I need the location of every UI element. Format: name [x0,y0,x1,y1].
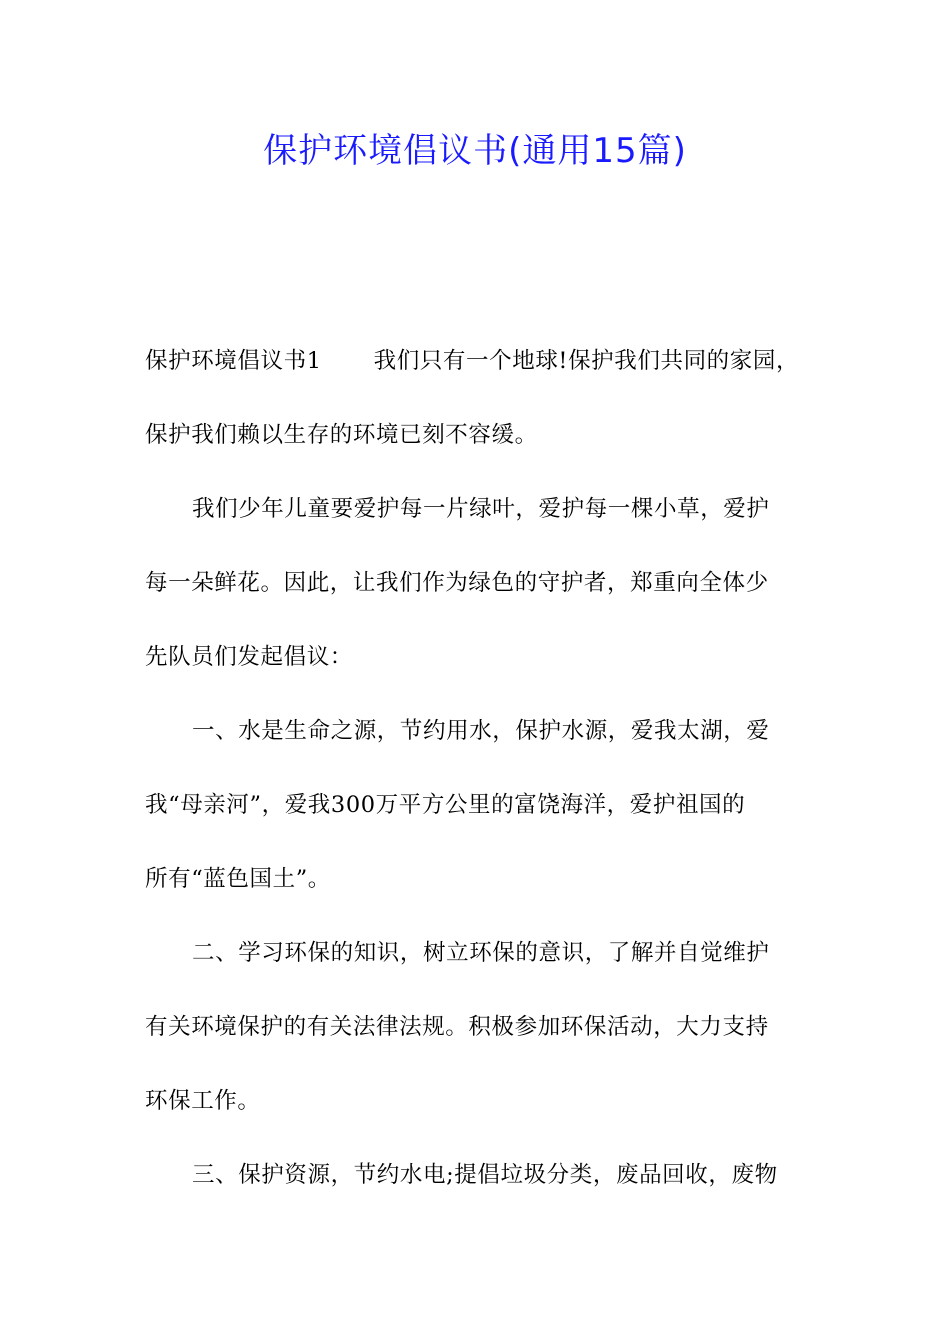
text-line: 环保工作。 [145,1088,261,1114]
paragraph-5 [145,1149,815,1223]
paragraph-3 [145,705,815,927]
text-line: 一、水是生命之源，节约用水，保护水源，爱我太湖，爱 [192,718,770,744]
text-line: 先队员们发起倡议： [145,644,353,670]
text-line: 有关环境保护的有关法律法规。积极参加环保活动，大力支持 [145,1014,769,1040]
section-heading: 保护环境倡议书1 [145,348,322,374]
document-body [145,335,815,1223]
text-line: 每一朵鲜花。因此，让我们作为绿色的守护者，郑重向全体少 [145,570,769,596]
text-line: 保护我们赖以生存的环境已刻不容缓。 [145,422,538,448]
text-line: 我们少年儿童要爱护每一片绿叶，爱护每一棵小草，爱护 [192,496,770,522]
text-line [145,335,815,409]
line-text: 我们只有一个地球!保护我们共同的家园， [373,348,800,374]
text-line: 二、学习环保的知识，树立环保的意识，了解并自觉维护 [192,940,770,966]
paragraph-4 [145,927,815,1149]
document-title: 保护环境倡议书(通用15篇) [263,131,687,171]
paragraph-2 [145,483,815,705]
text-line: 三、保护资源，节约水电;提倡垃圾分类，废品回收，废物 [192,1162,778,1188]
text-line: 所有“蓝色国土”。 [145,866,331,892]
text-line: 我“母亲河”，爱我300万平方公里的富饶海洋，爱护祖国的 [145,792,746,818]
paragraph-1 [145,335,815,483]
